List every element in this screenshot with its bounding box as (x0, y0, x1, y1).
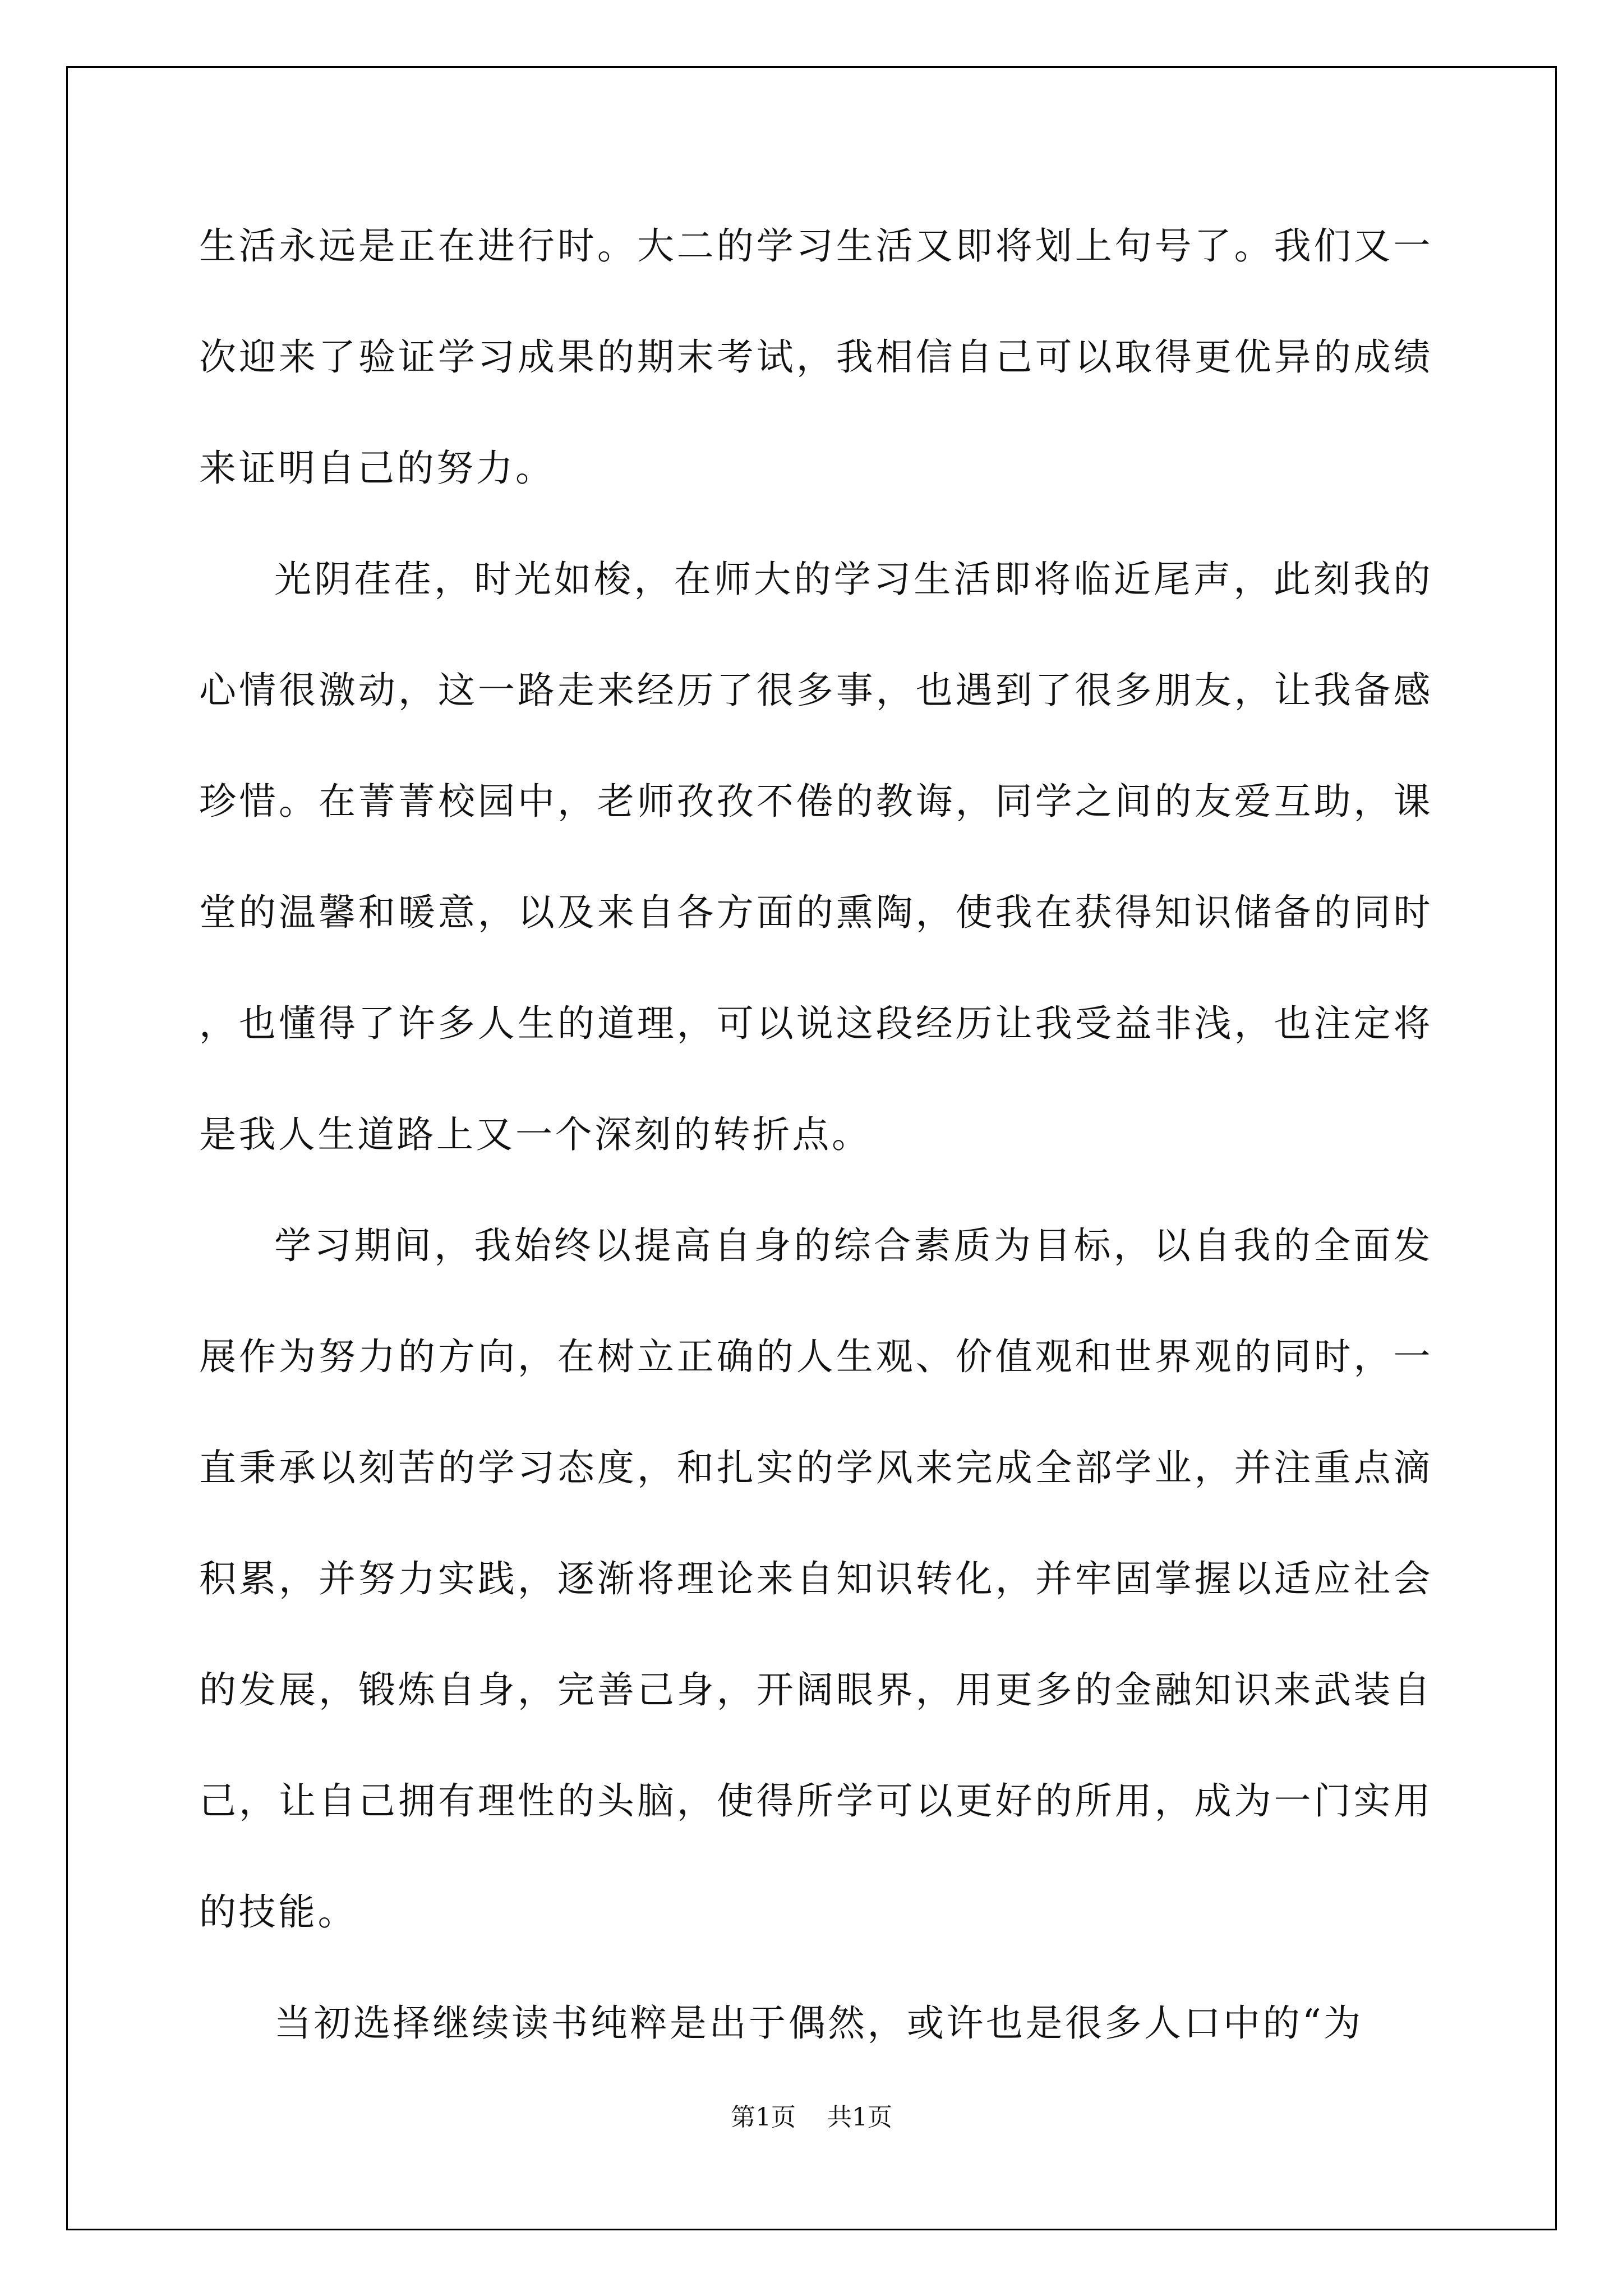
document-body (199, 191, 1433, 2079)
page-total: 共1页 (827, 2103, 892, 2132)
paragraph-4: 当初选择继续读书纯粹是出于偶然，或许也是很多人口中的“为 (274, 2001, 1363, 2045)
page-number: 第1页 (731, 2103, 796, 2132)
paragraph-3: 学习期间，我始终以提高自身的综合素质为目标，以自我的全面发展作为努力的方向，在树立正确的人生观、价值观和世界观的同时，一直秉承以刻苦的学习态度，和扎实的学风来完成全部学业，并注重点滴积累，并努力实践，逐渐将理论来自知识转化，并牢固掌握以适应社会的发展，锻炼自身，完善己身，开阔眼界，用更多的金融知识来武装自己，让自己拥有理性的头脑，使得所学可以更好的所用，成为一门实用的技能。 (199, 1224, 1433, 1934)
paragraph-2: 光阴荏荏，时光如梭，在师大的学习生活即将临近尾声，此刻我的心情很激动，这一路走来经历了很多事，也遇到了很多朋友，让我备感珍惜。在菁菁校园中，老师孜孜不倦的教诲，同学之间的友爱互助，课堂的温馨和暖意，以及来自各方面的熏陶，使我在获得知识储备的同时，也懂得了许多人生的道理，可以说这段经历让我受益非浅，也注定将是我人生道路上又一个深刻的转折点。 (199, 558, 1433, 1156)
paragraph-1: 生活永远是正在进行时。大二的学习生活又即将划上句号了。我们又一次迎来了验证学习成果的期末考试，我相信自己可以取得更优异的成绩来证明自己的努力。 (199, 224, 1433, 490)
page-footer (0, 2097, 1623, 2133)
